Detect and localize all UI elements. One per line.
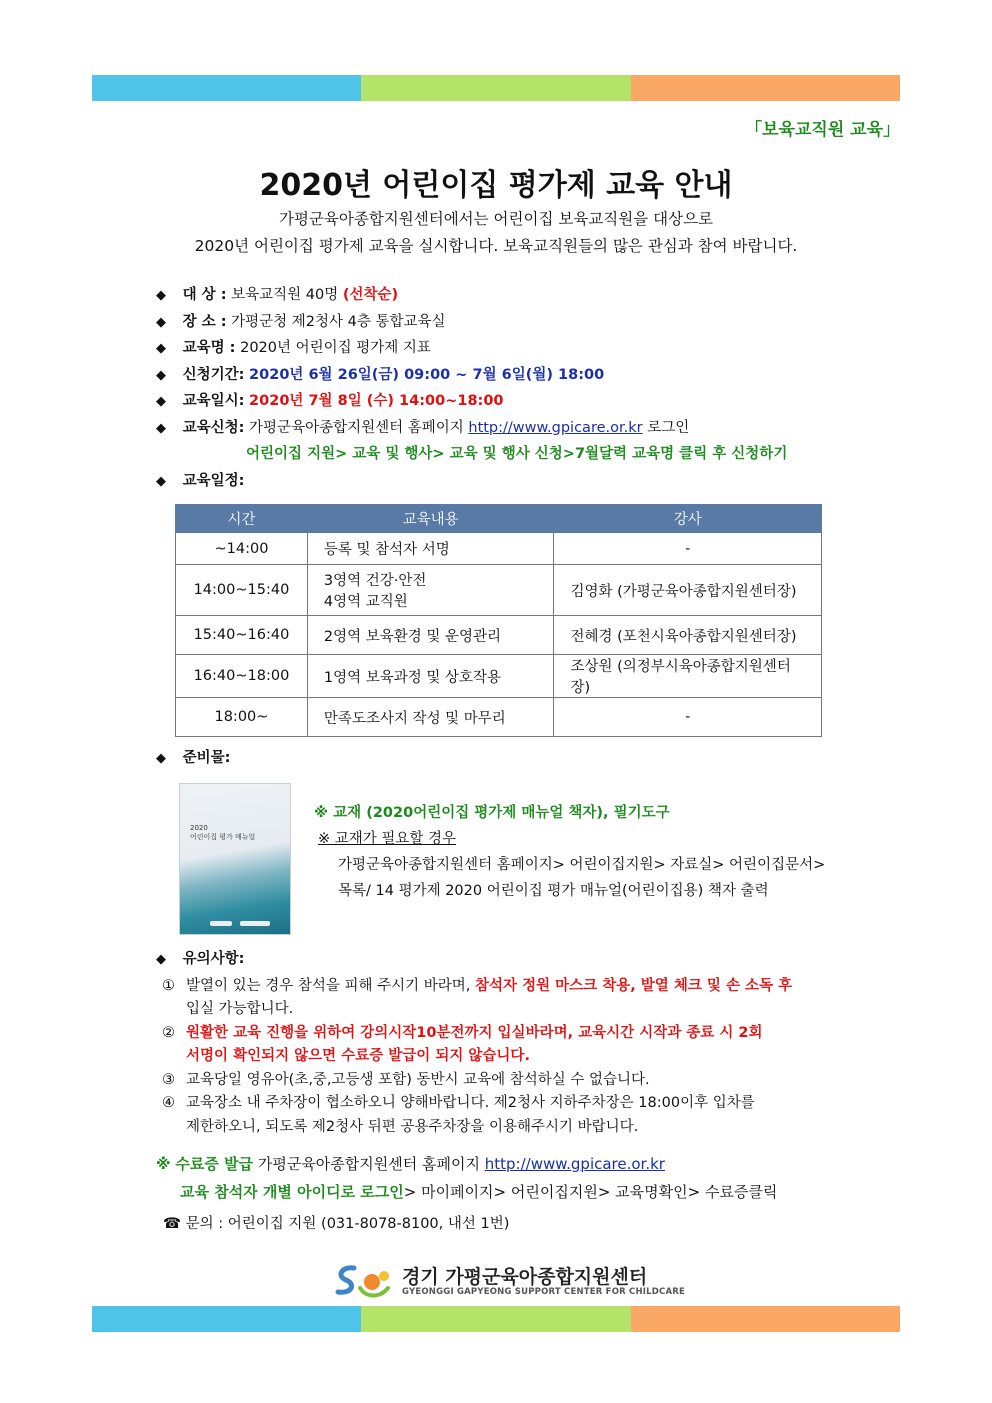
notes-section: [156, 946, 792, 1139]
header-content: 교육내용: [307, 505, 554, 533]
info-place: [156, 309, 787, 336]
apply-period-label: 신청기간:: [182, 366, 245, 383]
center-logo: [332, 1262, 685, 1300]
intro-line-2: 2020년 어린이집 평가제 교육을 실시합니다. 보육교직원들의 많은 관심과 참여 바랍니다.: [194, 237, 798, 255]
center-logo-icon: [332, 1262, 394, 1300]
stripe-green: [361, 1306, 630, 1332]
row-content-line-2: 4영역 교직원: [323, 594, 408, 610]
note-text: 교육장소 내 주차장이 협소하오니 양해바랍니다. 제2청사 지하주차장은 18:00이후 입차를: [186, 1095, 755, 1111]
apply-value: 가평군육아종합지원센터 홈페이지: [249, 419, 464, 436]
contact-text: 문의 : 어린이집 지원 (031-8078-8100, 내선 1번): [185, 1216, 510, 1232]
table-row: [176, 565, 822, 616]
center-logo-english: GYEONGGI GAPYEONG SUPPORT CENTER FOR CHILDCARE: [402, 1287, 685, 1297]
target-value: 보육교직원 40명: [231, 287, 339, 303]
certificate-label: 수료증 발급: [175, 1155, 254, 1173]
row-lecturer: 김영화 (가평군육아종합지원센터장): [554, 565, 822, 616]
prep-label: 준비물:: [182, 750, 231, 766]
prep-details: [314, 800, 825, 904]
certificate-link[interactable]: http://www.gpicare.or.kr: [484, 1155, 665, 1173]
intro-text: [0, 206, 992, 260]
certificate-text: 가평군육아종합지원센터 홈페이지: [257, 1155, 480, 1173]
info-date: [156, 388, 787, 415]
schedule-table: [175, 504, 822, 737]
prep-if-needed: [314, 826, 825, 852]
book-cover-title: [190, 824, 255, 842]
info-schedule: [156, 468, 787, 495]
diamond-bullet-icon: ◆: [156, 473, 166, 489]
prep-path-1: 가평군육아종합지원센터 홈페이지> 어린이집지원> 자료실> 어린이집문서>: [338, 857, 826, 873]
table-header-row: [176, 505, 822, 533]
diamond-bullet-icon: ◆: [156, 952, 166, 967]
header-time: 시간: [176, 505, 308, 533]
book-cover-year: 2020: [190, 824, 208, 832]
row-content: [307, 565, 554, 616]
bottom-color-stripe: [92, 1306, 900, 1332]
note-item-2-cont: 서명이 확인되지 않으면 수료증 발급이 되지 않습니다.: [186, 1048, 530, 1064]
book-publisher-logo: [210, 921, 232, 926]
notes-list: [156, 975, 792, 1140]
diamond-bullet-icon: ◆: [156, 288, 166, 303]
note-emphasis: 참석자 정원 마스크 착용, 발열 체크 및 손 소독 후: [475, 977, 793, 994]
note-text: 교육당일 영유아(초,중,고등생 포함) 동반시 교육에 참석하실 수 없습니다.: [186, 1071, 650, 1088]
diamond-bullet-icon: ◆: [156, 341, 166, 356]
stripe-blue: [92, 75, 361, 101]
table-row: [176, 533, 822, 565]
row-lecturer: -: [554, 698, 822, 737]
target-label: 대 상 :: [182, 287, 227, 303]
certificate-line-1: [156, 1150, 777, 1178]
certificate-section: [156, 1150, 777, 1206]
category-tag: 「보육교직원 교육」: [745, 120, 900, 140]
note-number: ③: [162, 1071, 175, 1088]
stripe-orange: [631, 1306, 900, 1332]
diamond-bullet-icon: ◆: [156, 394, 166, 409]
info-target: [156, 282, 787, 309]
note-item-2: [162, 1022, 792, 1046]
top-color-stripe: [92, 75, 900, 101]
table-row: [176, 698, 822, 737]
row-lecturer: 전혜경 (포천시육아종합지원센터장): [554, 616, 822, 655]
note-number: ①: [162, 977, 175, 994]
row-time: 15:40~16:40: [176, 616, 308, 655]
info-course: [156, 335, 787, 362]
diamond-bullet-icon: ◆: [156, 420, 166, 436]
row-time: ~14:00: [176, 533, 308, 565]
date-label: 교육일시:: [182, 393, 245, 409]
note-item-4: [162, 1092, 792, 1116]
apply-period-value: 2020년 6월 26일(금) 09:00 ~ 7월 6일(월) 18:00: [249, 366, 605, 383]
diamond-bullet-icon: ◆: [156, 314, 166, 330]
homepage-link[interactable]: http://www.gpicare.or.kr: [468, 419, 643, 436]
row-time: 18:00~: [176, 698, 308, 737]
stripe-blue: [92, 1306, 361, 1332]
note-item-4-cont: 제한하오니, 되도록 제2청사 뒤편 공용주차장을 이용해주시기 바랍니다.: [186, 1118, 639, 1135]
schedule-label: 교육일정:: [182, 472, 245, 489]
place-value: 가평군청 제2청사 4층 통합교육실: [231, 313, 446, 330]
prep-path-2: 목록/ 14 평가제 2020 어린이집 평가 매뉴얼(어린이집용) 책자 출력: [338, 883, 769, 899]
note-number: ②: [162, 1024, 175, 1041]
page-title: 2020년 어린이집 평가제 교육 안내: [259, 168, 733, 203]
info-apply: [156, 415, 787, 442]
center-logo-name: 경기 가평군육아종합지원센터: [402, 1266, 648, 1288]
row-lecturer: 조상원 (의정부시육아종합지원센터장): [554, 655, 822, 698]
target-note: (선착순): [342, 287, 399, 303]
manual-book-cover: [179, 783, 291, 935]
row-lecturer: -: [554, 533, 822, 565]
diamond-bullet-icon: ◆: [156, 367, 166, 383]
header-lecturer: 강사: [554, 505, 822, 533]
date-value: 2020년 7월 8일 (수) 14:00~18:00: [249, 393, 504, 409]
stripe-green: [361, 75, 630, 101]
notes-label: 유의사항:: [182, 951, 245, 967]
course-value: 2020년 어린이집 평가제 지표: [240, 340, 431, 356]
table-row: [176, 616, 822, 655]
book-publisher-logo: [240, 921, 270, 926]
info-list: [156, 282, 787, 494]
row-content: 만족도조사지 작성 및 마무리: [307, 698, 554, 737]
table-row: [176, 655, 822, 698]
row-content: 2영역 보육환경 및 운영관리: [307, 616, 554, 655]
apply-suffix: 로그인: [647, 419, 690, 436]
apply-path: 어린이집 지원> 교육 및 행사> 교육 및 행사 신청>7월달력 교육명 클릭 후 신청하기: [246, 446, 788, 462]
diamond-bullet-icon: ◆: [156, 751, 166, 766]
row-content: 1영역 보육과정 및 상호작용: [307, 655, 554, 698]
intro-line-1: 가평군육아종합지원센터에서는 어린이집 보육교직원을 대상으로: [278, 210, 714, 228]
note-item-1: [162, 975, 792, 999]
note-item-1-cont: 입실 가능합니다.: [186, 1001, 294, 1017]
certificate-line-2: [156, 1178, 777, 1206]
note-item-3: [162, 1069, 792, 1093]
row-time: 16:40~18:00: [176, 655, 308, 698]
info-apply-period: [156, 362, 787, 389]
reference-mark-icon: ※: [156, 1155, 171, 1173]
prep-heading: [156, 746, 230, 767]
note-number: ④: [162, 1095, 175, 1111]
place-label: 장 소 :: [182, 313, 227, 330]
course-label: 교육명 :: [182, 340, 236, 356]
apply-label: 교육신청:: [182, 419, 245, 436]
prep-materials: ※ 교재 (2020어린이집 평가제 매뉴얼 책자), 필기도구: [314, 805, 670, 821]
prep-if-needed-text: ※ 교재가 필요할 경우: [318, 831, 457, 847]
notes-heading: [156, 946, 792, 973]
phone-icon: ☎: [163, 1216, 182, 1232]
certificate-path: > 마이페이지> 어린이집지원> 교육명확인> 수료증클릭: [403, 1183, 778, 1201]
note-text: 발열이 있는 경우 참석을 피해 주시기 바라며,: [186, 977, 471, 994]
contact-info: [163, 1212, 509, 1233]
row-time: 14:00~15:40: [176, 565, 308, 616]
row-content-line-1: 3영역 건강·안전: [323, 573, 427, 589]
row-content: 등록 및 참석자 서명: [307, 533, 554, 565]
note-text: 원활한 교육 진행을 위하여 강의시작10분전까지 입실바라며, 교육시간 시작과 종료 시 2회: [186, 1024, 763, 1041]
certificate-login-note: 교육 참석자 개별 아이디로 로그인: [180, 1183, 404, 1201]
stripe-orange: [631, 75, 900, 101]
book-cover-name: 어린이집 평가 매뉴얼: [190, 833, 256, 841]
